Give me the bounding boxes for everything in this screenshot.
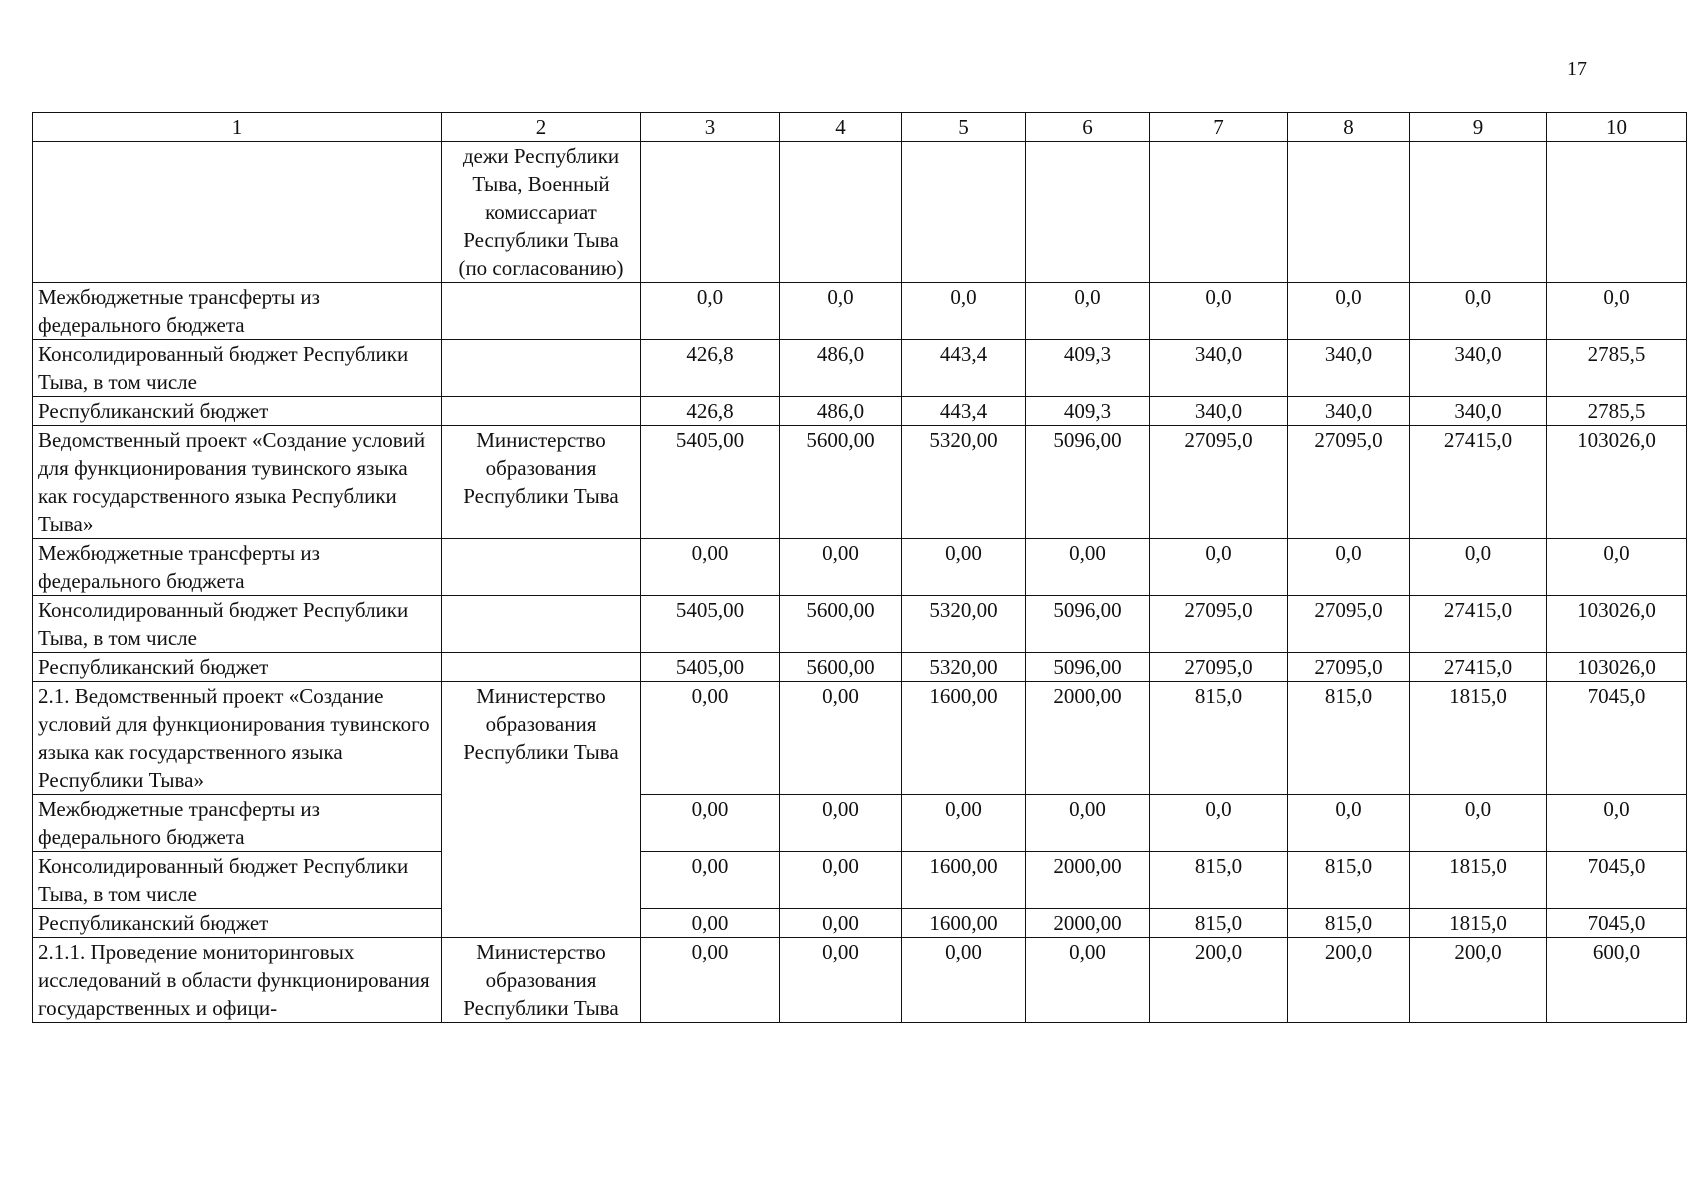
value-cell: 5096,00	[1026, 653, 1150, 682]
value-cell: 340,0	[1410, 397, 1547, 426]
value-cell: 0,0	[1547, 539, 1687, 596]
value-cell: 27095,0	[1150, 426, 1288, 539]
value-cell: 340,0	[1288, 397, 1410, 426]
table-row	[33, 340, 1687, 397]
value-cell: 5096,00	[1026, 596, 1150, 653]
row-name: Межбюджетные трансферты из федерального бюджета	[33, 283, 442, 340]
executor-cell: дежи Республики Тыва, Военный комиссариат Республики Тыва (по согласованию)	[442, 142, 641, 283]
value-cell: 0,0	[1288, 283, 1410, 340]
value-cell: 103026,0	[1547, 426, 1687, 539]
value-cell: 0,00	[641, 795, 780, 852]
table-row	[33, 909, 1687, 938]
value-cell: 815,0	[1150, 682, 1288, 795]
row-name: 2.1. Ведомственный проект «Создание условий для функционирования тувинского языка как государственного языка Республики Тыва»	[33, 682, 442, 795]
value-cell: 426,8	[641, 340, 780, 397]
value-cell: 7045,0	[1547, 852, 1687, 909]
executor-cell: Министерство образования Республики Тыва	[442, 682, 641, 938]
value-cell: 0,00	[641, 539, 780, 596]
column-number: 7	[1150, 113, 1288, 142]
value-cell: 0,0	[1150, 539, 1288, 596]
value-cell: 0,00	[641, 682, 780, 795]
value-cell: 0,00	[641, 852, 780, 909]
value-cell: 5096,00	[1026, 426, 1150, 539]
value-cell: 0,00	[780, 938, 902, 1023]
value-cell: 0,00	[780, 909, 902, 938]
value-cell: 0,00	[780, 682, 902, 795]
value-cell: 27095,0	[1150, 653, 1288, 682]
table-row	[33, 682, 1687, 795]
table-row	[33, 397, 1687, 426]
value-cell: 815,0	[1288, 682, 1410, 795]
value-cell: 0,0	[902, 283, 1026, 340]
table-row	[33, 852, 1687, 909]
value-cell: 0,0	[1150, 795, 1288, 852]
value-cell: 600,0	[1547, 938, 1687, 1023]
value-cell: 27415,0	[1410, 653, 1547, 682]
value-cell: 0,00	[1026, 795, 1150, 852]
table-row	[33, 596, 1687, 653]
value-cell: 27095,0	[1288, 596, 1410, 653]
value-cell: 409,3	[1026, 397, 1150, 426]
value-cell: 2000,00	[1026, 852, 1150, 909]
executor-cell: Министерство образования Республики Тыва	[442, 938, 641, 1023]
value-cell: 0,00	[780, 795, 902, 852]
row-name: Ведомственный проект «Создание условий для функционирования тувинского языка как государственного языка Республики Тыва»	[33, 426, 442, 539]
column-number-row	[33, 113, 1687, 142]
table-row	[33, 795, 1687, 852]
value-cell: 103026,0	[1547, 596, 1687, 653]
value-cell: 0,00	[780, 852, 902, 909]
row-name: Межбюджетные трансферты из федерального бюджета	[33, 539, 442, 596]
value-cell: 5405,00	[641, 596, 780, 653]
column-number: 8	[1288, 113, 1410, 142]
value-cell: 340,0	[1150, 397, 1288, 426]
value-cell: 2785,5	[1547, 340, 1687, 397]
page-number: 17	[1567, 58, 1587, 80]
value-cell: 5320,00	[902, 426, 1026, 539]
value-cell: 2000,00	[1026, 682, 1150, 795]
value-cell: 27095,0	[1288, 653, 1410, 682]
value-cell: 0,00	[780, 539, 902, 596]
value-cell: 103026,0	[1547, 653, 1687, 682]
value-cell: 0,00	[641, 938, 780, 1023]
value-cell: 5600,00	[780, 426, 902, 539]
value-cell: 5320,00	[902, 653, 1026, 682]
table-row	[33, 283, 1687, 340]
value-cell: 5600,00	[780, 653, 902, 682]
value-cell: 426,8	[641, 397, 780, 426]
value-cell: 0,0	[1410, 795, 1547, 852]
value-cell: 0,00	[1026, 539, 1150, 596]
value-cell: 815,0	[1150, 909, 1288, 938]
row-name: Консолидированный бюджет Республики Тыва, в том числе	[33, 596, 442, 653]
value-cell: 1600,00	[902, 682, 1026, 795]
value-cell: 443,4	[902, 340, 1026, 397]
value-cell: 5320,00	[902, 596, 1026, 653]
row-name: Консолидированный бюджет Республики Тыва, в том числе	[33, 340, 442, 397]
column-number: 3	[641, 113, 780, 142]
value-cell: 815,0	[1150, 852, 1288, 909]
row-name: 2.1.1. Проведение мониторинговых исследований в области функционирования государственных и офици-	[33, 938, 442, 1023]
value-cell: 0,0	[1547, 795, 1687, 852]
value-cell: 1600,00	[902, 909, 1026, 938]
value-cell: 0,0	[1026, 283, 1150, 340]
row-name: Республиканский бюджет	[33, 909, 442, 938]
value-cell: 0,00	[902, 795, 1026, 852]
table-row	[33, 142, 1687, 283]
value-cell: 0,0	[1547, 283, 1687, 340]
value-cell: 0,0	[780, 283, 902, 340]
value-cell: 1815,0	[1410, 682, 1547, 795]
table-row	[33, 539, 1687, 596]
value-cell: 815,0	[1288, 909, 1410, 938]
row-name: Республиканский бюджет	[33, 397, 442, 426]
table-row	[33, 426, 1687, 539]
column-number: 4	[780, 113, 902, 142]
column-number: 9	[1410, 113, 1547, 142]
executor-cell: Министерство образования Республики Тыва	[442, 426, 641, 539]
value-cell: 2000,00	[1026, 909, 1150, 938]
value-cell: 27095,0	[1288, 426, 1410, 539]
value-cell: 27415,0	[1410, 426, 1547, 539]
value-cell: 0,0	[1288, 795, 1410, 852]
value-cell: 5405,00	[641, 426, 780, 539]
value-cell: 0,0	[1150, 283, 1288, 340]
value-cell: 200,0	[1410, 938, 1547, 1023]
value-cell: 443,4	[902, 397, 1026, 426]
value-cell: 200,0	[1288, 938, 1410, 1023]
value-cell: 27415,0	[1410, 596, 1547, 653]
value-cell: 7045,0	[1547, 682, 1687, 795]
value-cell: 340,0	[1288, 340, 1410, 397]
value-cell: 1815,0	[1410, 909, 1547, 938]
value-cell: 2785,5	[1547, 397, 1687, 426]
column-number: 2	[442, 113, 641, 142]
table-row	[33, 653, 1687, 682]
value-cell: 200,0	[1150, 938, 1288, 1023]
value-cell: 7045,0	[1547, 909, 1687, 938]
value-cell: 340,0	[1150, 340, 1288, 397]
value-cell: 1815,0	[1410, 852, 1547, 909]
value-cell: 5600,00	[780, 596, 902, 653]
row-name: Консолидированный бюджет Республики Тыва, в том числе	[33, 852, 442, 909]
value-cell: 0,00	[902, 938, 1026, 1023]
column-number: 6	[1026, 113, 1150, 142]
column-number: 1	[33, 113, 442, 142]
value-cell: 0,0	[1410, 283, 1547, 340]
value-cell: 486,0	[780, 340, 902, 397]
row-name: Межбюджетные трансферты из федерального бюджета	[33, 795, 442, 852]
value-cell: 5405,00	[641, 653, 780, 682]
value-cell: 486,0	[780, 397, 902, 426]
value-cell: 0,0	[641, 283, 780, 340]
budget-table	[32, 112, 1687, 1023]
column-number: 5	[902, 113, 1026, 142]
value-cell: 815,0	[1288, 852, 1410, 909]
column-number: 10	[1547, 113, 1687, 142]
value-cell: 0,0	[1288, 539, 1410, 596]
value-cell: 0,00	[1026, 938, 1150, 1023]
value-cell: 1600,00	[902, 852, 1026, 909]
value-cell: 409,3	[1026, 340, 1150, 397]
value-cell: 27095,0	[1150, 596, 1288, 653]
value-cell: 0,00	[641, 909, 780, 938]
value-cell: 0,0	[1410, 539, 1547, 596]
table-row	[33, 938, 1687, 1023]
value-cell: 0,00	[902, 539, 1026, 596]
value-cell: 340,0	[1410, 340, 1547, 397]
row-name: Республиканский бюджет	[33, 653, 442, 682]
